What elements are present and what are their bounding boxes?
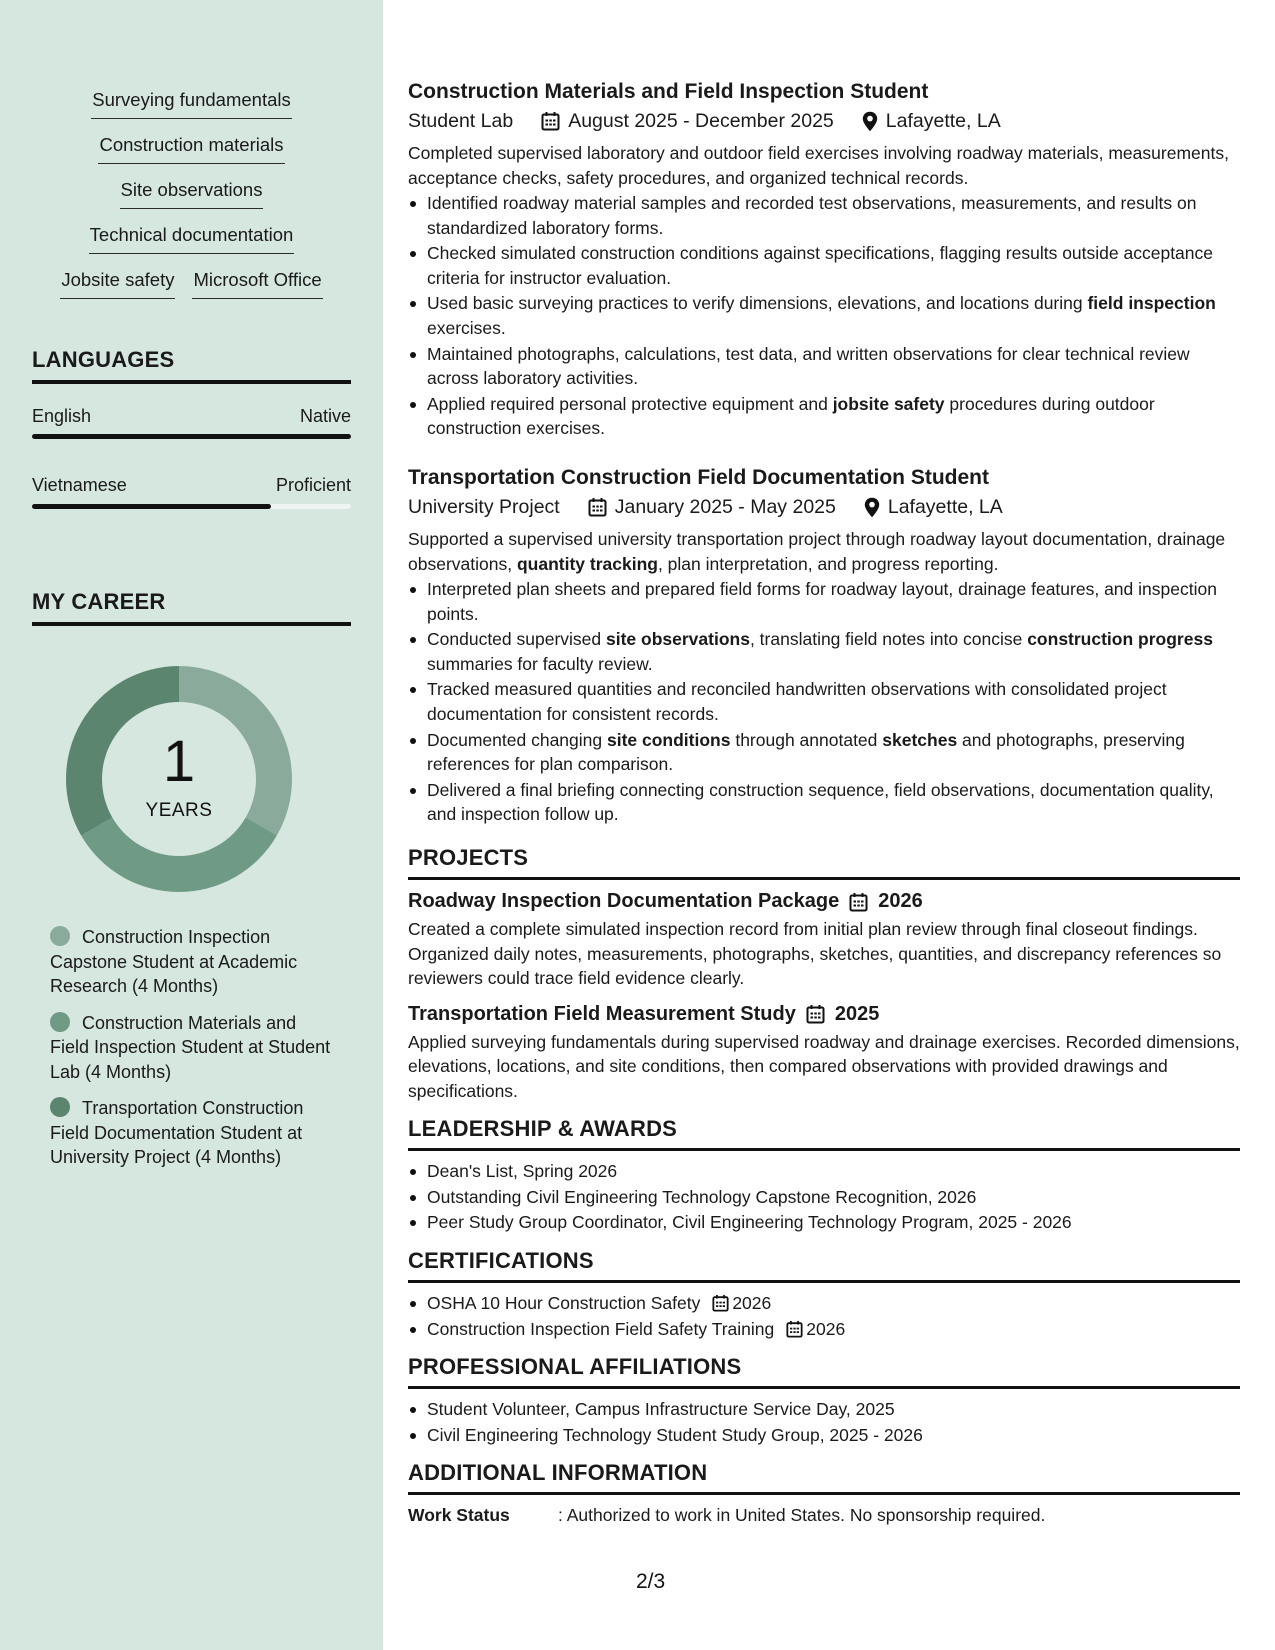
language-bar-english xyxy=(32,434,351,439)
experience-dates: August 2025 - December 2025 xyxy=(568,110,834,132)
experience-entry xyxy=(408,464,1240,828)
page-number: 2/3 xyxy=(636,1570,666,1593)
certifications-list xyxy=(408,1291,1240,1341)
leadership-heading: LEADERSHIP & AWARDS xyxy=(408,1115,1240,1151)
sidebar xyxy=(0,0,383,1650)
career-item xyxy=(50,1011,340,1085)
work-status-row xyxy=(408,1503,1240,1527)
experience-bullets xyxy=(408,577,1240,827)
list-item: Maintained photographs, calculations, test data, and written observations for clear technical review across laboratory activities. xyxy=(408,342,1240,391)
project-description: Created a complete simulated inspection record from initial plan review through final closeout findings. Organized daily notes, measurements, photographs, sketches, quantities, and discrepancy references so reviewers could trace field evidence clearly. xyxy=(408,919,1222,988)
location-pin-icon xyxy=(864,497,880,518)
career-dot-icon xyxy=(50,1097,70,1117)
language-level: Native xyxy=(299,406,351,426)
project-title: Transportation Field Measurement Study xyxy=(408,1002,796,1025)
list-item: Peer Study Group Coordinator, Civil Engineering Technology Program, 2025 - 2026 xyxy=(408,1210,1240,1235)
experience-summary: Supported a supervised university transportation project through roadway layout documentation, drainage observations, quantity tracking, plan interpretation, and progress reporting. xyxy=(408,529,1226,574)
skill-row xyxy=(32,84,351,129)
language-bar-fill xyxy=(32,434,351,439)
certifications-heading: CERTIFICATIONS xyxy=(408,1247,1240,1283)
skill-tag: Surveying fundamentals xyxy=(91,84,291,119)
experience-dates: January 2025 - May 2025 xyxy=(614,496,836,518)
certification-item xyxy=(408,1317,1240,1342)
list-item: Civil Engineering Technology Student Study Group, 2025 - 2026 xyxy=(408,1423,1240,1448)
skill-tag: Construction materials xyxy=(98,129,284,164)
experience-location: Lafayette, LA xyxy=(887,496,1003,518)
calendar-icon xyxy=(849,892,868,912)
project-year: 2025 xyxy=(834,1002,880,1025)
languages-heading: LANGUAGES xyxy=(32,346,351,384)
experience-title: Construction Materials and Field Inspection Student xyxy=(408,80,929,103)
list-item: Interpreted plan sheets and prepared field forms for roadway layout, drainage features, and inspection points. xyxy=(408,577,1240,626)
list-item: Outstanding Civil Engineering Technology Capstone Recognition, 2026 xyxy=(408,1185,1240,1210)
leadership-list xyxy=(408,1159,1240,1235)
list-item: Student Volunteer, Campus Infrastructure Service Day, 2025 xyxy=(408,1397,1240,1422)
list-item: Tracked measured quantities and reconciled handwritten observations with consolidated project documentation for consistent records. xyxy=(408,677,1240,726)
list-item: Used basic surveying practices to verify dimensions, elevations, and locations during field inspection exercises. xyxy=(408,291,1240,340)
list-item: Checked simulated construction conditions against specifications, flagging results outside acceptance criteria for instructor evaluation. xyxy=(408,241,1240,290)
language-name: Vietnamese xyxy=(32,475,127,495)
career-years-number: 1 xyxy=(162,729,196,794)
work-status-value: : Authorized to work in United States. No sponsorship required. xyxy=(558,1505,1046,1526)
skill-tag: Microsoft Office xyxy=(192,264,322,299)
work-status-label: Work Status xyxy=(408,1505,510,1526)
career-item-text: Construction Materials and Field Inspection Student at Student Lab (4 Months) xyxy=(50,1012,331,1082)
list-item: Dean's List, Spring 2026 xyxy=(408,1159,1240,1184)
location-pin-icon xyxy=(862,111,878,132)
experience-org: Student Lab xyxy=(408,110,514,132)
experience-bullets xyxy=(408,191,1240,441)
certification-name: OSHA 10 Hour Construction Safety xyxy=(427,1292,701,1313)
project-description: Applied surveying fundamentals during supervised roadway and drainage exercises. Recorded dimensions, elevations, locations, and site conditions, then compared observations with provided drawings and specifications. xyxy=(408,1031,1240,1101)
project-title: Roadway Inspection Documentation Package xyxy=(408,890,840,912)
career-item-text: Construction Inspection Capstone Student at Academic Research (4 Months) xyxy=(50,927,298,996)
calendar-icon xyxy=(712,1294,729,1312)
skills-list xyxy=(32,84,351,309)
experience-title: Transportation Construction Field Documentation Student xyxy=(408,466,989,489)
list-item: Conducted supervised site observations, translating field notes into concise construction progress summaries for faculty review. xyxy=(408,627,1240,676)
language-level: Proficient xyxy=(275,475,351,495)
language-row-english xyxy=(32,404,351,428)
experience-org: University Project xyxy=(408,496,560,518)
language-bar-fill xyxy=(32,504,271,509)
calendar-icon xyxy=(786,1320,803,1338)
projects-heading: PROJECTS xyxy=(408,844,1240,880)
skill-row xyxy=(32,174,351,219)
skill-tag: Site observations xyxy=(120,174,264,209)
project-year: 2026 xyxy=(878,890,923,912)
skill-row xyxy=(32,219,351,264)
experience-location: Lafayette, LA xyxy=(885,110,1001,132)
affiliations-list xyxy=(408,1397,1240,1447)
career-donut xyxy=(66,666,292,892)
certification-item xyxy=(408,1291,1240,1316)
experience-meta xyxy=(408,493,1240,521)
calendar-icon xyxy=(806,1004,825,1024)
calendar-icon xyxy=(541,111,560,131)
project-title-row xyxy=(408,888,1240,915)
list-item: Applied required personal protective equipment and jobsite safety procedures during outdoor construction exercises. xyxy=(408,392,1240,441)
career-dot-icon xyxy=(50,926,70,946)
list-item: Identified roadway material samples and recorded test observations, measurements, and results on standardized laboratory forms. xyxy=(408,191,1240,240)
skill-tag: Technical documentation xyxy=(89,219,295,254)
skill-row xyxy=(32,264,351,309)
project-title-row xyxy=(408,1001,1240,1028)
certification-year: 2026 xyxy=(806,1318,846,1339)
career-list xyxy=(50,925,340,1182)
language-name: English xyxy=(32,406,92,426)
skill-tag: Jobsite safety xyxy=(60,264,175,299)
career-item xyxy=(50,925,340,999)
list-item: Delivered a final briefing connecting construction sequence, field observations, documentation quality, and inspection follow up. xyxy=(408,778,1240,827)
experience-meta xyxy=(408,107,1240,135)
lower-sections xyxy=(408,844,1240,1527)
career-years-label: YEARS xyxy=(145,800,213,821)
career-item-text: Transportation Construction Field Documentation Student at University Project (4 Months) xyxy=(50,1098,304,1167)
donut-segment xyxy=(81,818,277,893)
certification-name: Construction Inspection Field Safety Training xyxy=(427,1318,775,1339)
calendar-icon xyxy=(588,497,607,517)
affiliations-heading: PROFESSIONAL AFFILIATIONS xyxy=(408,1353,1240,1389)
experience-entry xyxy=(408,78,1240,442)
list-item: Documented changing site conditions through annotated sketches and photographs, preserving references for plan comparison. xyxy=(408,728,1240,777)
language-bar-vietnamese xyxy=(32,504,351,509)
career-item xyxy=(50,1096,340,1170)
career-dot-icon xyxy=(50,1012,70,1032)
main-content xyxy=(408,0,1240,1650)
language-row-vietnamese xyxy=(32,473,351,497)
skill-row xyxy=(32,129,351,174)
additional-info-heading: ADDITIONAL INFORMATION xyxy=(408,1459,1240,1495)
career-heading: MY CAREER xyxy=(32,588,351,626)
experience-summary: Completed supervised laboratory and outdoor field exercises involving roadway materials, measurements, acceptance checks, safety procedures, and organized technical records. xyxy=(408,143,1229,188)
certification-year: 2026 xyxy=(732,1292,772,1313)
